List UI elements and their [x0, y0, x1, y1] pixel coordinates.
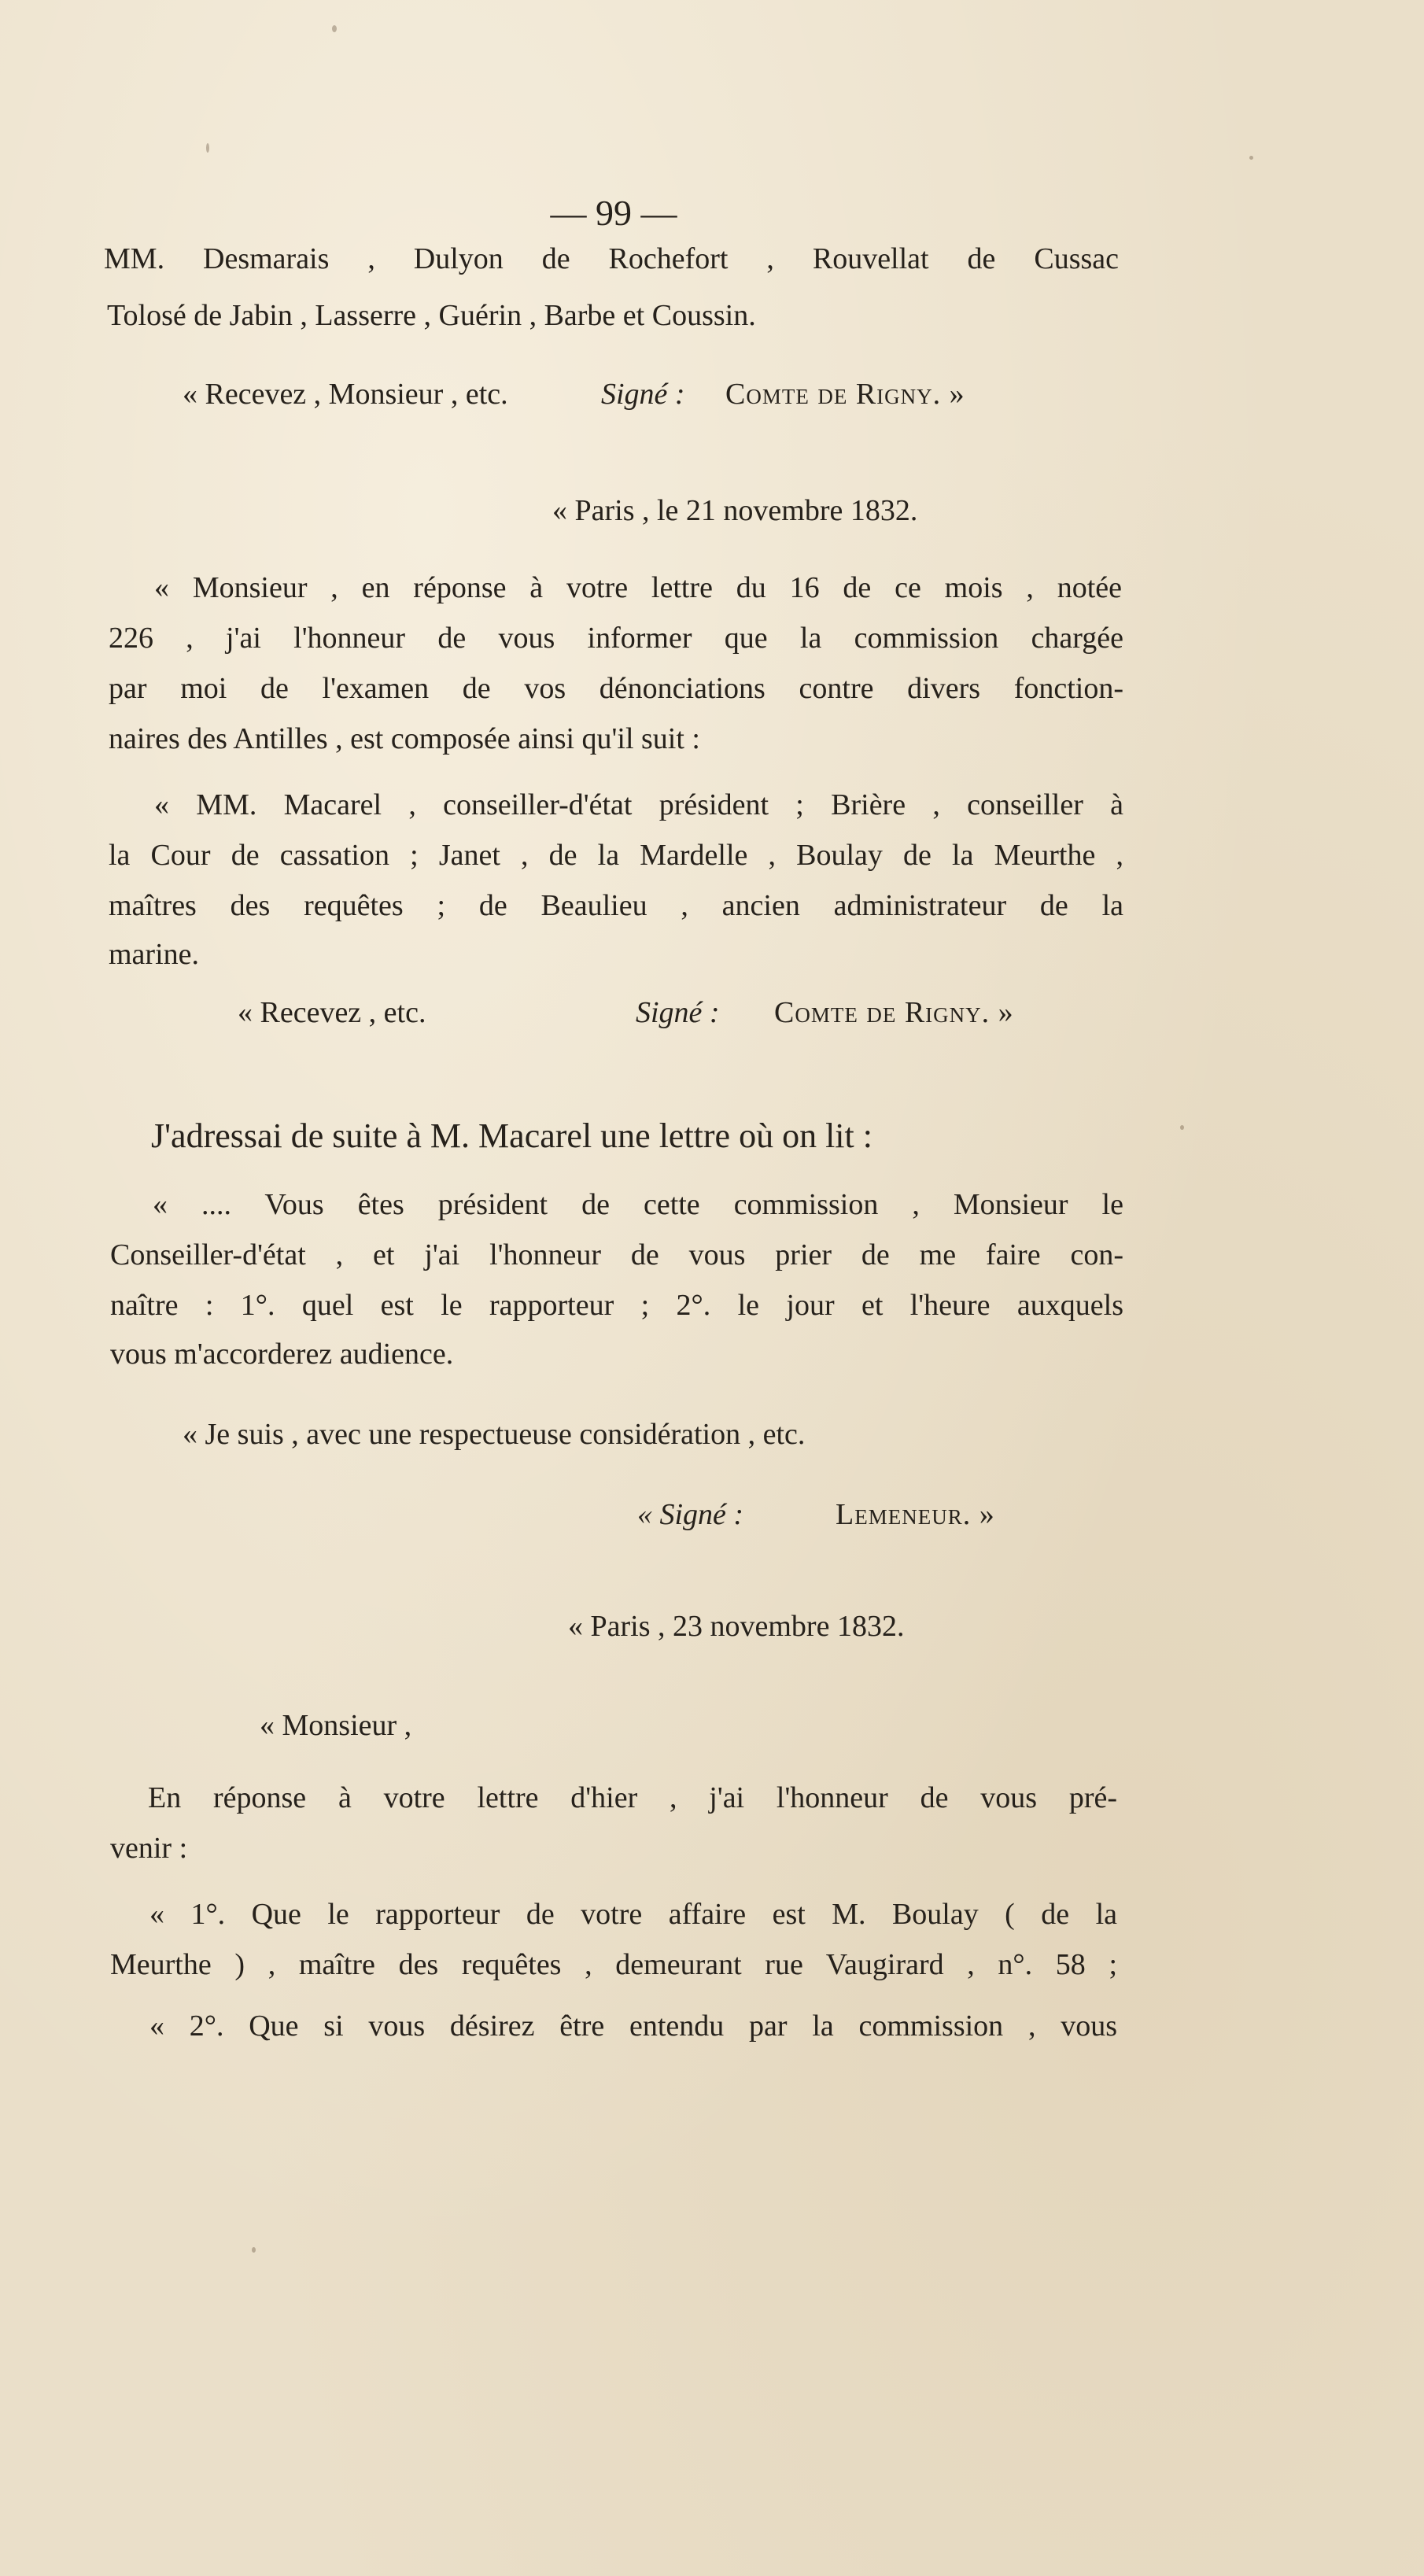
text-line: « Paris , 23 novembre 1832.	[568, 1610, 905, 1643]
text-line: « 1°. Que le rapporteur de votre affaire est M. Boulay ( de la	[149, 1898, 1117, 1931]
paper-speck	[1249, 156, 1253, 160]
text-line: « Paris , le 21 novembre 1832.	[552, 494, 918, 527]
text-line: « Signé :	[637, 1498, 744, 1531]
text-line: J'adressai de suite à M. Macarel une lettre où on lit :	[151, 1116, 872, 1155]
text-line: En réponse à votre lettre d'hier , j'ai l'honneur de vous pré-	[148, 1781, 1117, 1814]
text-line: Lemeneur. »	[836, 1498, 995, 1531]
text-line: « Monsieur , en réponse à votre lettre du 16 de ce mois , notée	[154, 571, 1122, 604]
text-line: 226 , j'ai l'honneur de vous informer que la commission chargée	[109, 622, 1123, 655]
text-line: « MM. Macarel , conseiller-d'état président ; Brière , conseiller à	[154, 788, 1123, 821]
text-line: la Cour de cassation ; Janet , de la Mardelle , Boulay de la Meurthe ,	[109, 839, 1123, 872]
text-line: maîtres des requêtes ; de Beaulieu , ancien administrateur de la	[109, 889, 1123, 922]
text-line: « Recevez , Monsieur , etc.	[183, 378, 508, 411]
text-line: Conseiller-d'état , et j'ai l'honneur de vous prier de me faire con-	[110, 1238, 1123, 1271]
paper-speck	[1180, 1125, 1184, 1130]
text-line: « Monsieur ,	[260, 1709, 412, 1742]
text-line: MM. Desmarais , Dulyon de Rochefort , Rouvellat de Cussac	[104, 242, 1119, 275]
text-line: vous m'accorderez audience.	[110, 1338, 454, 1371]
text-line: Signé :	[636, 996, 720, 1029]
text-line: « Je suis , avec une respectueuse considération , etc.	[183, 1418, 806, 1451]
text-line: naires des Antilles , est composée ainsi qu'il suit :	[109, 722, 700, 755]
paper-speck	[252, 2247, 256, 2253]
text-line: Signé :	[601, 378, 685, 411]
text-line: « .... Vous êtes président de cette commission , Monsieur le	[153, 1188, 1123, 1221]
paper-speck	[206, 143, 209, 153]
text-line: Comte de Rigny. »	[774, 996, 1014, 1029]
text-line: Tolosé de Jabin , Lasserre , Guérin , Barbe et Coussin.	[107, 299, 756, 332]
page-number: — 99 —	[550, 193, 677, 233]
text-line: marine.	[109, 938, 200, 971]
text-line: venir :	[110, 1832, 188, 1865]
text-line: par moi de l'examen de vos dénonciations contre divers fonction-	[109, 672, 1123, 705]
text-line: « 2°. Que si vous désirez être entendu par la commission , vous	[149, 2010, 1117, 2043]
text-line: « Recevez , etc.	[238, 996, 426, 1029]
text-line: Meurthe ) , maître des requêtes , demeurant rue Vaugirard , n°. 58 ;	[110, 1948, 1117, 1981]
text-line: Comte de Rigny. »	[725, 378, 965, 411]
paper-speck	[332, 25, 337, 32]
text-line: naître : 1°. quel est le rapporteur ; 2°. le jour et l'heure auxquels	[110, 1289, 1123, 1322]
